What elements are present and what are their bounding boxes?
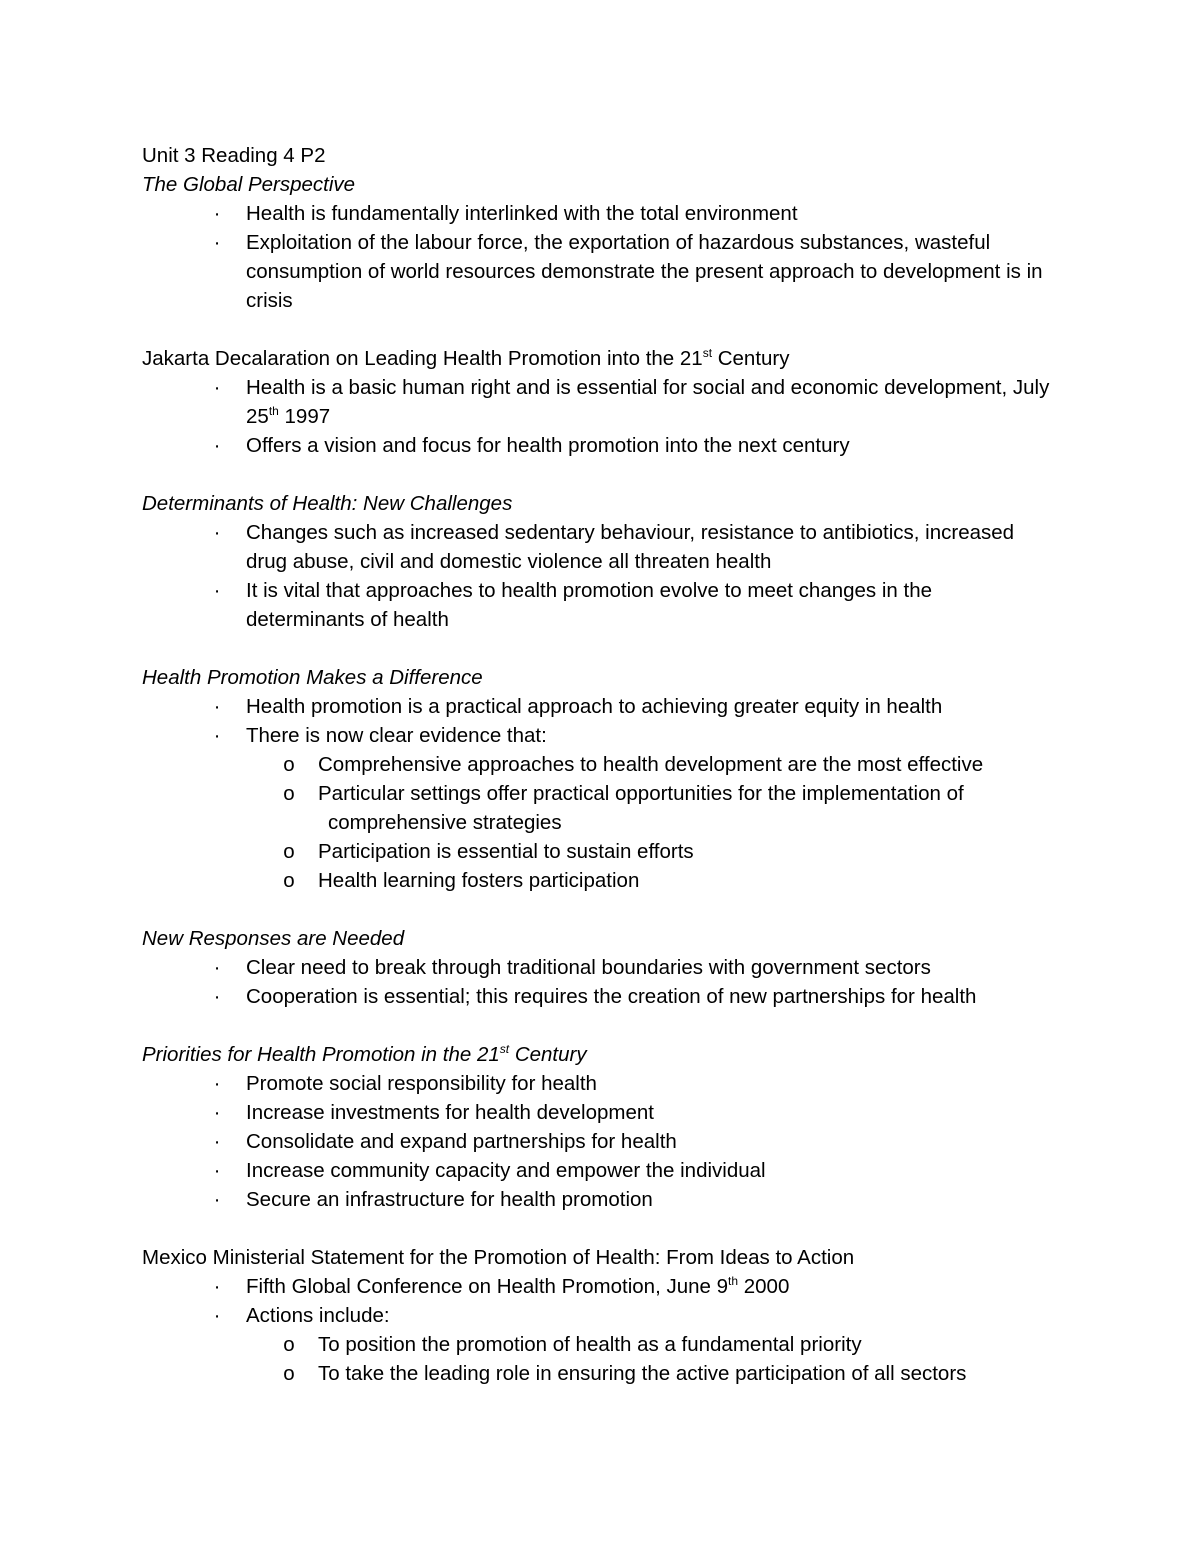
bullet-icon: · (213, 956, 221, 979)
sub-list-item: o To take the leading role in ensuring the active participation of all sectors (308, 1359, 1082, 1388)
circle-bullet-icon: o (283, 869, 295, 892)
sub-list-item: o To position the promotion of health as a fundamental priority (308, 1330, 1082, 1359)
section-heading-mexico: Mexico Ministerial Statement for the Promotion of Health: From Ideas to Action (142, 1246, 855, 1269)
list-item: · There is now clear evidence that: o Comprehensive approaches to health development are the most effective o Particular settings offer practical opportunities for the implementation of comprehensive strategies o Participation is essential to sustain efforts o Health learning fosters participation (246, 721, 1082, 895)
list-item: · Changes such as increased sedentary behaviour, resistance to antibiotics, increased drug abuse, civil and domestic violence all threaten health (246, 518, 1046, 576)
bullet-icon: · (213, 1188, 221, 1211)
list-item: · Secure an infrastructure for health promotion (246, 1185, 1082, 1214)
bullet-icon: · (213, 985, 221, 1008)
circle-bullet-icon: o (283, 840, 295, 863)
bullet-icon: · (213, 1159, 221, 1182)
circle-bullet-icon: o (283, 782, 295, 805)
sub-list-item: o Participation is essential to sustain efforts (308, 837, 1082, 866)
bullet-icon: · (213, 724, 221, 747)
section-heading-determinants: Determinants of Health: New Challenges (142, 492, 513, 515)
section-heading-difference: Health Promotion Makes a Difference (142, 666, 483, 689)
list-item: · Health is a basic human right and is essential for social and economic development, July 25th 1997 (246, 373, 1056, 431)
bullet-icon: · (213, 1072, 221, 1095)
list-item: · Exploitation of the labour force, the exportation of hazardous substances, wasteful consumption of world resources demonstrate the present approach to development is in crisis (246, 228, 1066, 315)
actions-sub-list (246, 1330, 1082, 1388)
list-item: · Consolidate and expand partnerships for health (246, 1127, 1082, 1156)
bullet-icon: · (213, 434, 221, 457)
difference-bullet-list (142, 692, 1082, 895)
bullet-icon: · (213, 202, 221, 225)
section-heading-jakarta: Jakarta Decalaration on Leading Health Promotion into the 21st Century (142, 346, 790, 370)
sub-list-item: o Health learning fosters participation (308, 866, 1082, 895)
list-item: · Promote social responsibility for health (246, 1069, 1082, 1098)
sub-list-item: o Comprehensive approaches to health development are the most effective (308, 750, 1082, 779)
bullet-icon: · (213, 579, 221, 602)
document-title: Unit 3 Reading 4 P2 (142, 144, 326, 167)
list-item: · Fifth Global Conference on Health Promotion, June 9th 2000 (246, 1272, 1082, 1301)
bullet-icon: · (213, 231, 221, 254)
bullet-icon: · (213, 1304, 221, 1327)
list-item: · Health promotion is a practical approach to achieving greater equity in health (246, 692, 1082, 721)
list-item: · Cooperation is essential; this requires the creation of new partnerships for health (246, 982, 1082, 1011)
evidence-sub-list (246, 750, 1082, 895)
sub-list-item: o Particular settings offer practical opportunities for the implementation of comprehensive strategies (308, 779, 1082, 837)
bullet-icon: · (213, 376, 221, 399)
circle-bullet-icon: o (283, 753, 295, 776)
global-bullet-list (142, 199, 1082, 315)
determinants-bullet-list (142, 518, 1082, 634)
list-item: · Actions include: o To position the promotion of health as a fundamental priority o To take the leading role in ensuring the active participation of all sectors (246, 1301, 1082, 1388)
list-item: · Increase community capacity and empower the individual (246, 1156, 1082, 1185)
circle-bullet-icon: o (283, 1333, 295, 1356)
list-item: · Clear need to break through traditional boundaries with government sectors (246, 953, 1082, 982)
section-heading-responses: New Responses are Needed (142, 927, 405, 950)
bullet-icon: · (213, 1130, 221, 1153)
jakarta-bullet-list (142, 373, 1082, 460)
responses-bullet-list (142, 953, 1082, 1011)
bullet-icon: · (213, 695, 221, 718)
list-item: · Increase investments for health development (246, 1098, 1082, 1127)
document-page (142, 141, 1082, 1388)
bullet-icon: · (213, 521, 221, 544)
list-item: · Health is fundamentally interlinked with the total environment (246, 199, 1082, 228)
bullet-icon: · (213, 1101, 221, 1124)
section-heading-priorities: Priorities for Health Promotion in the 21st Century (142, 1042, 587, 1066)
circle-bullet-icon: o (283, 1362, 295, 1385)
section-heading-global: The Global Perspective (142, 173, 356, 196)
list-item: · It is vital that approaches to health promotion evolve to meet changes in the determinants of health (246, 576, 1006, 634)
bullet-icon: · (213, 1275, 221, 1298)
priorities-bullet-list (142, 1069, 1082, 1214)
list-item: · Offers a vision and focus for health promotion into the next century (246, 431, 1082, 460)
mexico-bullet-list (142, 1272, 1082, 1388)
